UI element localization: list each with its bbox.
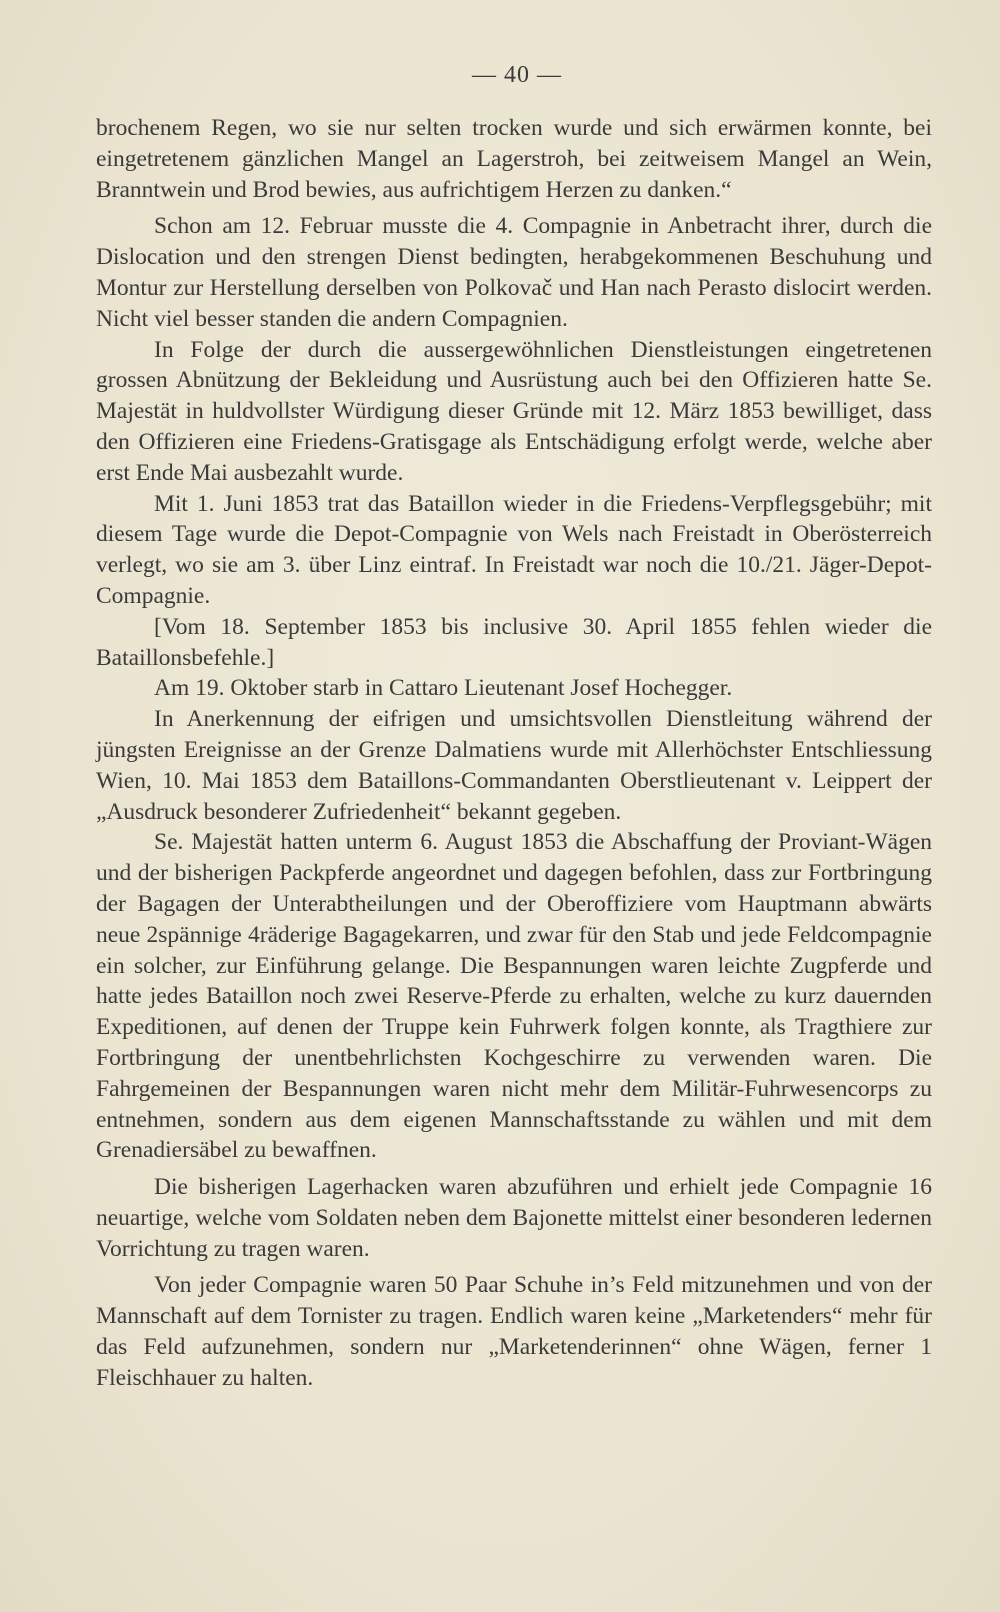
paragraph-8: Se. Majestät hatten unterm 6. August 1853 die Abschaffung der Proviant-Wägen und der bisherigen Packpferde angeordnet und dagegen befohlen, dass zur Fortbringung der Bagagen der Unterabtheilungen und der Oberoffiziere vom Hauptmann abwärts neue 2spännige 4räderige Bagagekarren, und zwar für den Stab und jede Feldcompagnie ein solcher, zur Einführung gelange. Die Bespannungen waren leichte Zugpferde und hatte jedes Bataillon noch zwei Reserve-Pferde zu erhalten, welche zu kurz dauernden Expeditionen, auf denen der Truppe kein Fuhrwerk folgen konnte, als Tragthiere zur Fortbringung der unentbehrlichsten Kochgeschirre zu verwenden waren. Die Fahrgemeinen der Bespannungen waren nicht mehr dem Militär-Fuhrwesencorps zu entnehmen, sondern aus dem eigenen Mannschaftsstande zu wählen und mit dem Grenadiersäbel zu bewaffnen. [96, 829, 932, 1164]
text-body [96, 113, 932, 1394]
paragraph-6: Am 19. Oktober starb in Cattaro Lieutenant Josef Hochegger. [154, 675, 733, 702]
paragraph-3: In Folge der durch die aussergewöhnlichen Dienstleistungen eingetretenen grossen Abnützung der Bekleidung und Ausrüstung auch bei den Offizieren hatte Se. Majestät in huldvollster Würdigung dieser Gründe mit 12. März 1853 bewilliget, dass den Offizieren eine Friedens-Gratisgage als Entschädigung erfolgt werde, welche aber erst Ende Mai ausbezahlt wurde. [96, 336, 932, 486]
paragraph-1: brochenem Regen, wo sie nur selten trocken wurde und sich erwärmen konnte, bei eingetretenem gänzlichen Mangel an Lagerstroh, bei zeitweisem Mangel an Wein, Branntwein und Brod bewies, aus aufrichtigem Herzen zu danken.“ [96, 115, 932, 203]
page-number: — 40 — [472, 62, 562, 88]
paragraph-2: Schon am 12. Februar musste die 4. Compagnie in Anbetracht ihrer, durch die Dislocation und den strengen Dienst bedingten, herabgekommenen Beschuhung und Montur zur Herstellung derselben von Polkovač und Han nach Perasto dislocirt werden. Nicht viel besser standen die andern Compagnien. [96, 213, 932, 332]
paragraph-7: In Anerkennung der eifrigen und umsichtsvollen Dienstleitung während der jüngsten Ereignisse an der Grenze Dalmatiens wurde mit Allerhöchster Entschliessung Wien, 10. Mai 1853 dem Bataillons-Commandanten Oberstlieutenant v. Leippert der „Ausdruck besonderer Zufriedenheit“ bekannt gegeben. [96, 706, 932, 825]
paragraph-10: Von jeder Compagnie waren 50 Paar Schuhe in’s Feld mitzunehmen und von der Mannschaft auf dem Tornister zu tragen. Endlich waren keine „Marketenders“ mehr für das Feld aufzunehmen, sondern nur „Marketenderinnen“ ohne Wägen, ferner 1 Fleischhauer zu halten. [96, 1272, 932, 1391]
paragraph-5: [Vom 18. September 1853 bis inclusive 30. April 1855 fehlen wieder die Bataillonsbefehle.] [96, 613, 932, 671]
paragraph-4: Mit 1. Juni 1853 trat das Bataillon wieder in die Friedens-Verpflegsgebühr; mit diesem Tage wurde die Depot-Compagnie von Wels nach Freistadt in Oberösterreich verlegt, wo sie am 3. über Linz eintraf. In Freistadt war noch die 10./21. Jäger-Depot-Compagnie. [96, 490, 932, 609]
paragraph-9: Die bisherigen Lagerhacken waren abzuführen und erhielt jede Compagnie 16 neuartige, welche vom Soldaten neben dem Bajonette mittelst einer besonderen ledernen Vorrichtung zu tragen waren. [96, 1174, 932, 1262]
